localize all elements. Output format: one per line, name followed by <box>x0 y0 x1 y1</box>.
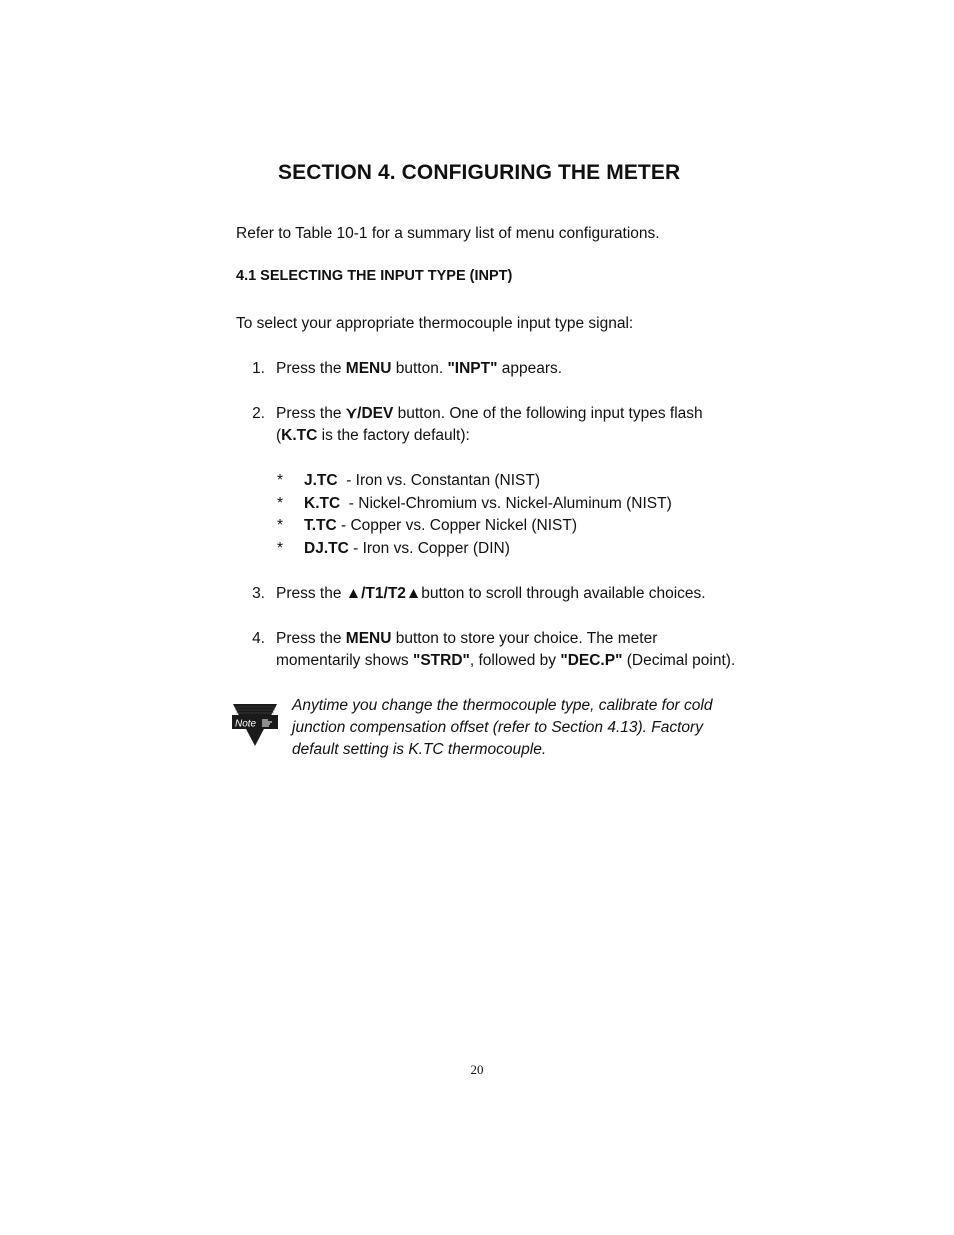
subsection-title: 4.1 SELECTING THE INPUT TYPE (INPT) <box>236 268 513 284</box>
note-line-1: Anytime you change the thermocouple type, calibrate for cold <box>292 697 713 714</box>
note-line-3: default setting is K.TC thermocouple. <box>292 741 547 758</box>
step-number: 1. <box>252 360 265 377</box>
step-number: 3. <box>252 585 265 602</box>
step-text-line-2: (K.TC is the factory default): <box>276 427 470 444</box>
svg-text:Note: Note <box>235 718 257 730</box>
list-item: J.TC - Iron vs. Constantan (NIST) <box>304 472 541 489</box>
bullet: * <box>277 495 284 512</box>
step-number: 4. <box>252 630 265 647</box>
step-number: 2. <box>252 405 265 422</box>
step-text: Press the MENU button. "INPT" appears. <box>276 360 563 377</box>
step-text: Press the MENU button to store your choice. The meter <box>276 630 658 647</box>
bullet: * <box>277 472 284 489</box>
page-number: 20 <box>470 1062 484 1077</box>
note-line-2: junction compensation offset (refer to Section 4.13). Factory <box>292 719 703 736</box>
list-item: K.TC - Nickel-Chromium vs. Nickel-Aluminum (NIST) <box>304 495 672 512</box>
step-text: Press the ⋎/DEV button. One of the following input types flash <box>276 405 703 422</box>
intro-text: Refer to Table 10-1 for a summary list of menu configurations. <box>236 225 660 242</box>
lead-text: To select your appropriate thermocouple input type signal: <box>236 315 634 332</box>
bullet: * <box>277 540 284 557</box>
bullet: * <box>277 517 284 534</box>
list-item: T.TC - Copper vs. Copper Nickel (NIST) <box>304 517 578 534</box>
step-text-line-2: momentarily shows "STRD", followed by "DEC.P" (Decimal point). <box>276 652 736 669</box>
section-title: SECTION 4. CONFIGURING THE METER <box>278 161 681 184</box>
step-text: Press the ▲/T1/T2▲button to scroll through available choices. <box>276 585 706 602</box>
list-item: DJ.TC - Iron vs. Copper (DIN) <box>304 540 510 557</box>
note-pointing-hand-icon <box>231 702 279 748</box>
